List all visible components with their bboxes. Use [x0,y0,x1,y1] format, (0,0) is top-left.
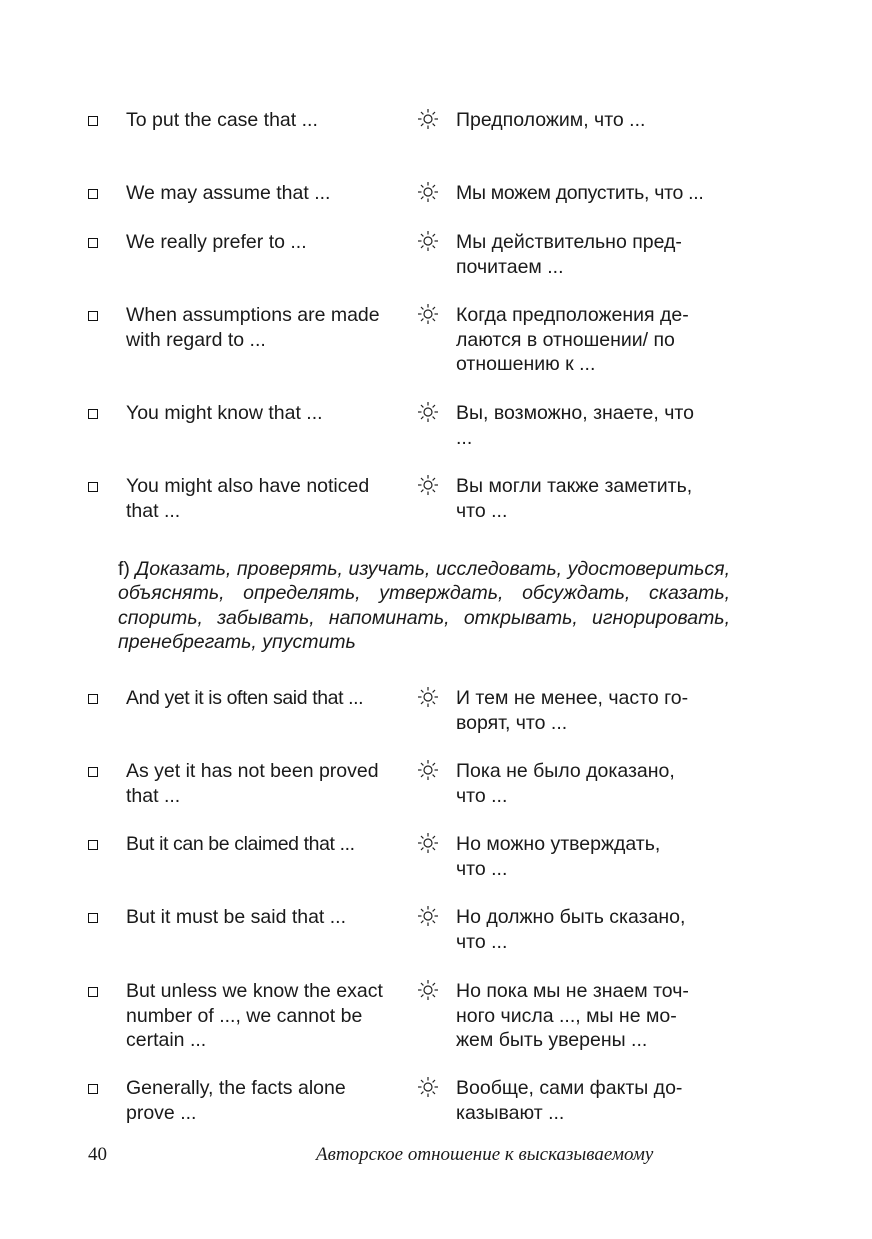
sun-icon [418,230,438,252]
phrase-russian: Но можно утверждать, что ... [456,833,661,880]
sun-icon [418,759,438,781]
sun-icon [418,979,438,1001]
phrase-russian: Пока не было доказано, что ... [456,760,675,807]
checkbox-icon [88,694,98,704]
checkbox-icon [88,482,98,492]
checkbox-icon [88,987,98,997]
checkbox-icon [88,767,98,777]
phrase-english: We really prefer to ... [126,231,307,253]
sun-icon [418,181,438,203]
phrase-english: But it must be said that ... [126,906,347,928]
sun-icon [418,401,438,423]
phrase-english: And yet it is often said that ... [126,687,364,709]
checkbox-icon [88,1084,98,1094]
phrase-english: We may assume that ... [126,182,331,204]
running-title: Авторское отношение к высказываемому [316,1144,654,1165]
phrase-english: But unless we know the exact number of ..., we cannot be certain ... [126,980,383,1051]
sun-icon [418,303,438,325]
sun-icon [418,686,438,708]
phrase-russian: Мы можем допустить, что ... [456,182,704,204]
sun-icon [418,474,438,496]
checkbox-icon [88,913,98,923]
phrase-russian: И тем не менее, часто го- ворят, что ... [456,687,689,734]
phrase-english: When assumptions are made with regard to ... [126,304,380,351]
phrase-russian: Когда предположения де- лаются в отношении/ по отношению к ... [456,304,689,375]
phrase-russian: Вообще, сами факты до- казывают ... [456,1077,683,1124]
phrase-russian: Предположим, что ... [456,109,646,131]
phrase-english: You might also have noticed that ... [126,475,370,522]
phrase-russian: Вы, возможно, знаете, что ... [456,402,694,449]
phrase-russian: Но должно быть сказано, что ... [456,906,686,953]
checkbox-icon [88,840,98,850]
sun-icon [418,108,438,130]
section-label: f) [118,558,130,580]
section-text: Доказать, проверять, изучать, исследовать, удостовериться, объяснять, определять, утверждать, обсуждать, сказать, спорить, забывать, напоминать, открывать, игнорировать, пренебрегать, упустить [118,558,730,653]
checkbox-icon [88,116,98,126]
phrase-english: To put the case that ... [126,109,318,131]
phrase-russian: Но пока мы не знаем точ- ного числа ..., мы не мо- жем быть уверены ... [456,980,689,1051]
checkbox-icon [88,409,98,419]
phrase-english: Generally, the facts alone prove ... [126,1077,346,1124]
phrase-russian: Мы действительно пред- почитаем ... [456,231,682,278]
checkbox-icon [88,189,98,199]
page-number: 40 [88,1144,107,1165]
phrase-english: But it can be claimed that ... [126,833,355,855]
sun-icon [418,832,438,854]
checkbox-icon [88,311,98,321]
phrase-english: You might know that ... [126,402,323,424]
phrase-russian: Вы могли также заметить, что ... [456,475,693,522]
sun-icon [418,1076,438,1098]
section-heading [118,557,730,654]
checkbox-icon [88,238,98,248]
phrase-english: As yet it has not been proved that ... [126,760,379,807]
sun-icon [418,905,438,927]
